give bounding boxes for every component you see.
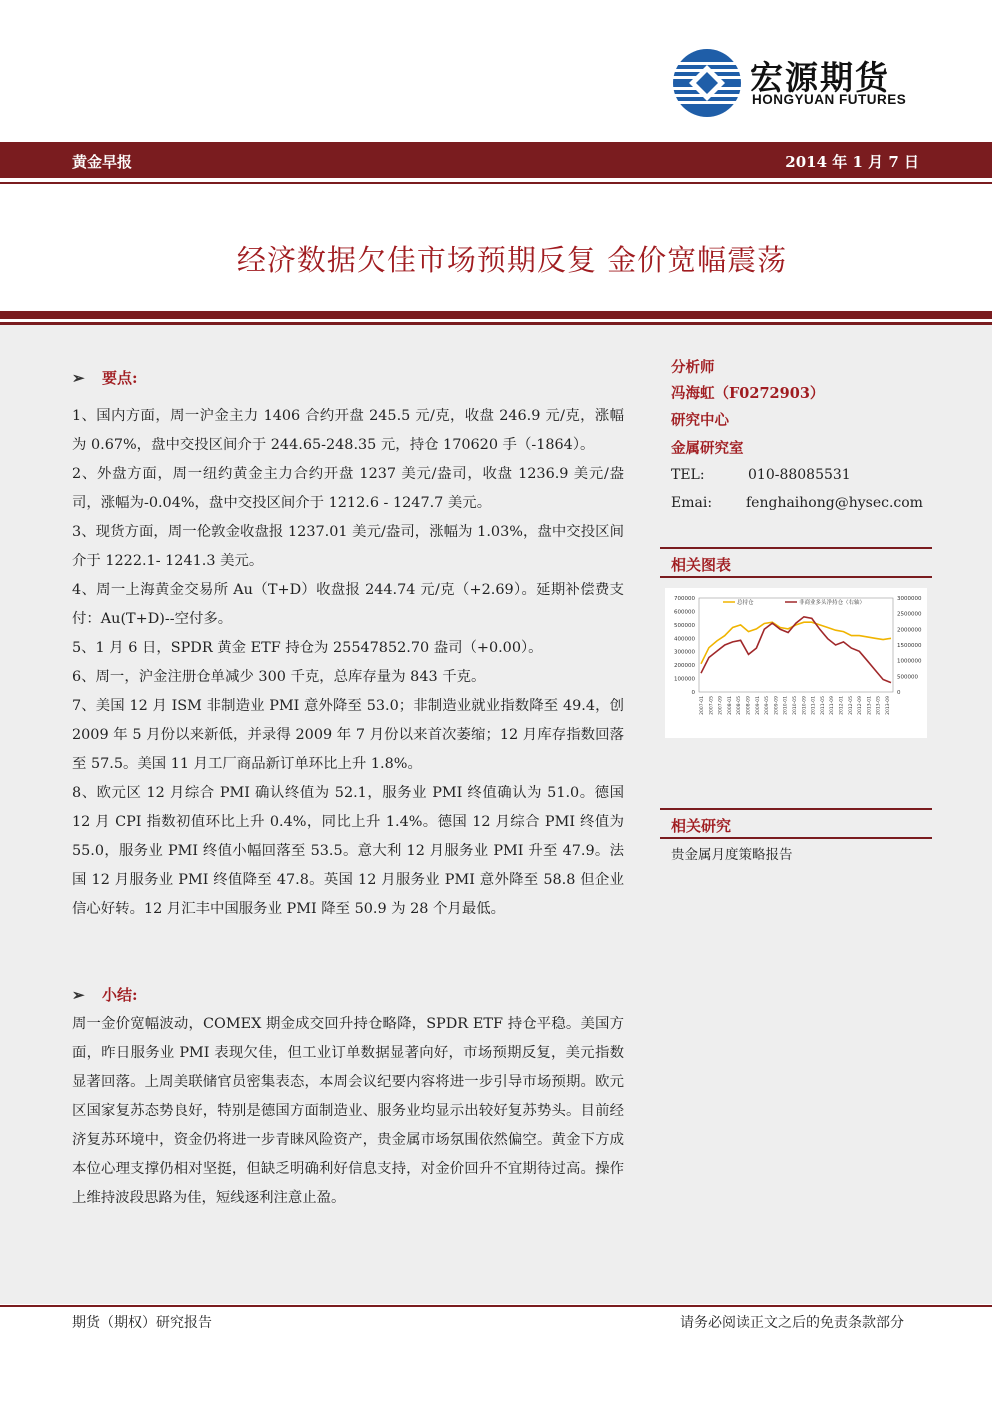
related-chart bbox=[665, 588, 927, 738]
y-right-tick-label: 500000 bbox=[897, 674, 918, 681]
list-item: 3、现货方面，周一伦敦金收盘报 1237.01 美元/盎司，涨幅为 1.03%，盘中交投区间介于 1222.1- 1241.3 美元。 bbox=[72, 524, 624, 569]
logo-text-cn: 宏源期货 bbox=[750, 58, 890, 97]
header-divider bbox=[0, 182, 992, 184]
x-tick-label: 2012-09 bbox=[858, 696, 864, 715]
list-item: 2、外盘方面，周一纽约黄金主力合约开盘 1237 美元/盎司，收盘 1236.9 美元/盎司，涨幅为-0.04%，盘中交投区间介于 1212.6 - 1247.7 美元。 bbox=[72, 466, 624, 511]
y-right-tick-label: 0 bbox=[897, 690, 901, 696]
y-left-tick-label: 500000 bbox=[674, 622, 695, 629]
section-key-points-label: 要点: bbox=[102, 369, 138, 387]
list-item: 1、国内方面，周一沪金主力 1406 合约开盘 245.5 元/克，收盘 246.9 元/克，涨幅为 0.67%，盘中交投区间介于 244.65-248.35 元，持仓 170620 手（-1864）。 bbox=[72, 408, 624, 453]
arrow-bullet-icon: ➢ bbox=[72, 986, 85, 1004]
related-charts-heading: 相关图表 bbox=[671, 556, 732, 574]
list-item: 8、欧元区 12 月综合 PMI 确认终值为 52.1，服务业 PMI 终值确认为 51.0。德国 12 月 CPI 指数初值环比上升 0.4%，同比上升 1.4%。德国 12 月综合 PMI 终值为 55.0，服务业 PMI 终值小幅回落至 53.5。意大利 12 月服务业 PMI 升至 47.9。法国 12 月服务业 PMI 终值降至 47.8。英国 12 月服务业 PMI 意外降至 58.8 但企业信心好转。12 月汇丰中国服务业 PMI 降至 50.9 为 28 个月最低。 bbox=[72, 785, 624, 917]
section-summary-label: 小结: bbox=[102, 986, 138, 1004]
logo-mark-icon bbox=[672, 48, 742, 118]
summary-paragraph: 周一金价宽幅波动，COMEX 期金成交回升持仓略降，SPDR ETF 持仓平稳。美国方面，昨日服务业 PMI 表现欠佳，但工业订单数据显著向好，市场预期反复，美元指数显著回落。上周美联储官员密集表态，本周会议纪要内容将进一步引导市场预期。欧元区国家复苏态势良好，特别是德国方面制造业、服务业均显示出较好复苏势头。目前经济复苏环境中，资金仍将进一步青睐风险资产，贵金属市场氛围依然偏空。黄金下方成本位心理支撑仍相对坚挺，但缺乏明确利好信息支持，对金价回升不宜期待过高。操作上维持波段思路为佳，短线逐利注意止盈。 bbox=[72, 1016, 624, 1206]
x-tick-label: 2007-09 bbox=[718, 696, 724, 715]
y-right-tick-label: 3000000 bbox=[897, 596, 922, 602]
x-tick-label: 2008-09 bbox=[746, 696, 752, 715]
x-tick-label: 2010-09 bbox=[802, 696, 808, 715]
x-tick-label: 2009-05 bbox=[765, 696, 771, 715]
analyst-name: 冯海虹（F0272903） bbox=[671, 385, 825, 402]
plot-area bbox=[699, 598, 893, 692]
email-label: Emai: bbox=[671, 495, 713, 511]
dept-metals: 金属研究室 bbox=[671, 440, 744, 457]
x-tick-label: 2009-09 bbox=[774, 696, 780, 715]
x-tick-label: 2009-01 bbox=[755, 696, 761, 715]
y-right-tick-label: 1000000 bbox=[897, 658, 922, 665]
y-right-tick-label: 2500000 bbox=[897, 611, 922, 618]
report-type: 黄金早报 bbox=[72, 153, 133, 171]
x-tick-label: 2012-01 bbox=[839, 696, 845, 715]
x-tick-label: 2013-01 bbox=[867, 696, 873, 715]
x-tick-label: 2007-01 bbox=[700, 696, 705, 715]
x-tick-label: 2007-05 bbox=[709, 696, 715, 715]
footer-divider bbox=[0, 1305, 992, 1307]
y-left-tick-label: 400000 bbox=[674, 636, 695, 643]
x-tick-label: 2010-05 bbox=[793, 696, 798, 715]
x-tick-label: 2010-01 bbox=[783, 696, 789, 715]
legend-label-1: 总持仓 bbox=[737, 600, 754, 606]
x-tick-label: 2012-05 bbox=[848, 696, 854, 715]
list-item: 7、美国 12 月 ISM 非制造业 PMI 意外降至 53.0；非制造业就业指数降至 49.4，创 2009 年 5 月份以来新低，并录得 2009 年 7 月份以来首次萎缩；12 月库存指数回落至 57.5。美国 11 月工厂商品新订单环比上升 1.8%。 bbox=[72, 698, 624, 772]
chart-svg bbox=[665, 588, 927, 738]
list-item: 6、周一，沪金注册仓单减少 300 千克，总库存量为 843 千克。 bbox=[72, 669, 486, 685]
company-logo bbox=[672, 48, 917, 118]
page-title: 经济数据欠佳市场预期反复 金价宽幅震荡 bbox=[236, 243, 788, 277]
legend-label-2: 非商业多头净持仓（右轴） bbox=[799, 600, 866, 606]
y-left-tick-label: 300000 bbox=[674, 649, 695, 656]
y-left-tick-label: 100000 bbox=[674, 676, 695, 683]
logo-text-en: HONGYUAN FUTURES bbox=[752, 92, 907, 107]
x-tick-label: 2013-09 bbox=[886, 696, 891, 715]
footer-right-text: 请务必阅读正文之后的免责条款部分 bbox=[680, 1315, 904, 1331]
y-right-tick-label: 1500000 bbox=[897, 643, 922, 649]
report-date: 2014 年 1 月 7 日 bbox=[785, 153, 919, 171]
tel-label: TEL: bbox=[671, 467, 705, 483]
y-left-tick-label: 700000 bbox=[674, 596, 695, 602]
list-item: 5、1 月 6 日，SPDR 黄金 ETF 持仓为 25547852.70 盎司（+0.00）。 bbox=[72, 640, 543, 656]
dept-research-center: 研究中心 bbox=[671, 412, 729, 429]
x-tick-label: 2011-05 bbox=[820, 696, 826, 715]
key-points-list bbox=[72, 402, 624, 924]
y-left-tick-label: 0 bbox=[691, 690, 695, 696]
series-line-2 bbox=[701, 617, 891, 683]
research-section-divider bbox=[660, 808, 932, 810]
research-section-divider-bottom bbox=[660, 837, 932, 839]
x-tick-label: 2013-05 bbox=[876, 696, 882, 715]
summary-text bbox=[72, 1010, 624, 1213]
x-tick-label: 2008-01 bbox=[727, 696, 733, 715]
section-summary-heading bbox=[72, 984, 138, 1005]
y-left-tick-label: 200000 bbox=[674, 663, 695, 670]
footer-left-text: 期货（期权）研究报告 bbox=[72, 1315, 212, 1331]
chart-section-divider-bottom bbox=[660, 576, 932, 578]
x-tick-label: 2011-09 bbox=[830, 696, 836, 715]
chart-section-divider bbox=[660, 547, 932, 549]
section-key-points-heading bbox=[72, 367, 138, 388]
y-left-tick-label: 600000 bbox=[674, 609, 695, 616]
list-item: 4、周一上海黄金交易所 Au（T+D）收盘报 244.74 元/克（+2.69）。延期补偿费支付：Au(T+D)--空付多。 bbox=[72, 582, 624, 627]
x-tick-label: 2008-05 bbox=[737, 696, 743, 715]
related-research-item[interactable]: 贵金属月度策略报告 bbox=[671, 847, 793, 863]
related-research-heading: 相关研究 bbox=[671, 817, 732, 835]
arrow-bullet-icon: ➢ bbox=[72, 369, 85, 387]
title-band bbox=[0, 311, 992, 319]
x-tick-label: 2011-01 bbox=[811, 696, 817, 715]
email-value[interactable]: fenghaihong@hysec.com bbox=[746, 495, 923, 511]
analyst-label: 分析师 bbox=[671, 359, 715, 376]
tel-value: 010-88085531 bbox=[748, 467, 851, 483]
y-right-tick-label: 2000000 bbox=[897, 627, 922, 634]
